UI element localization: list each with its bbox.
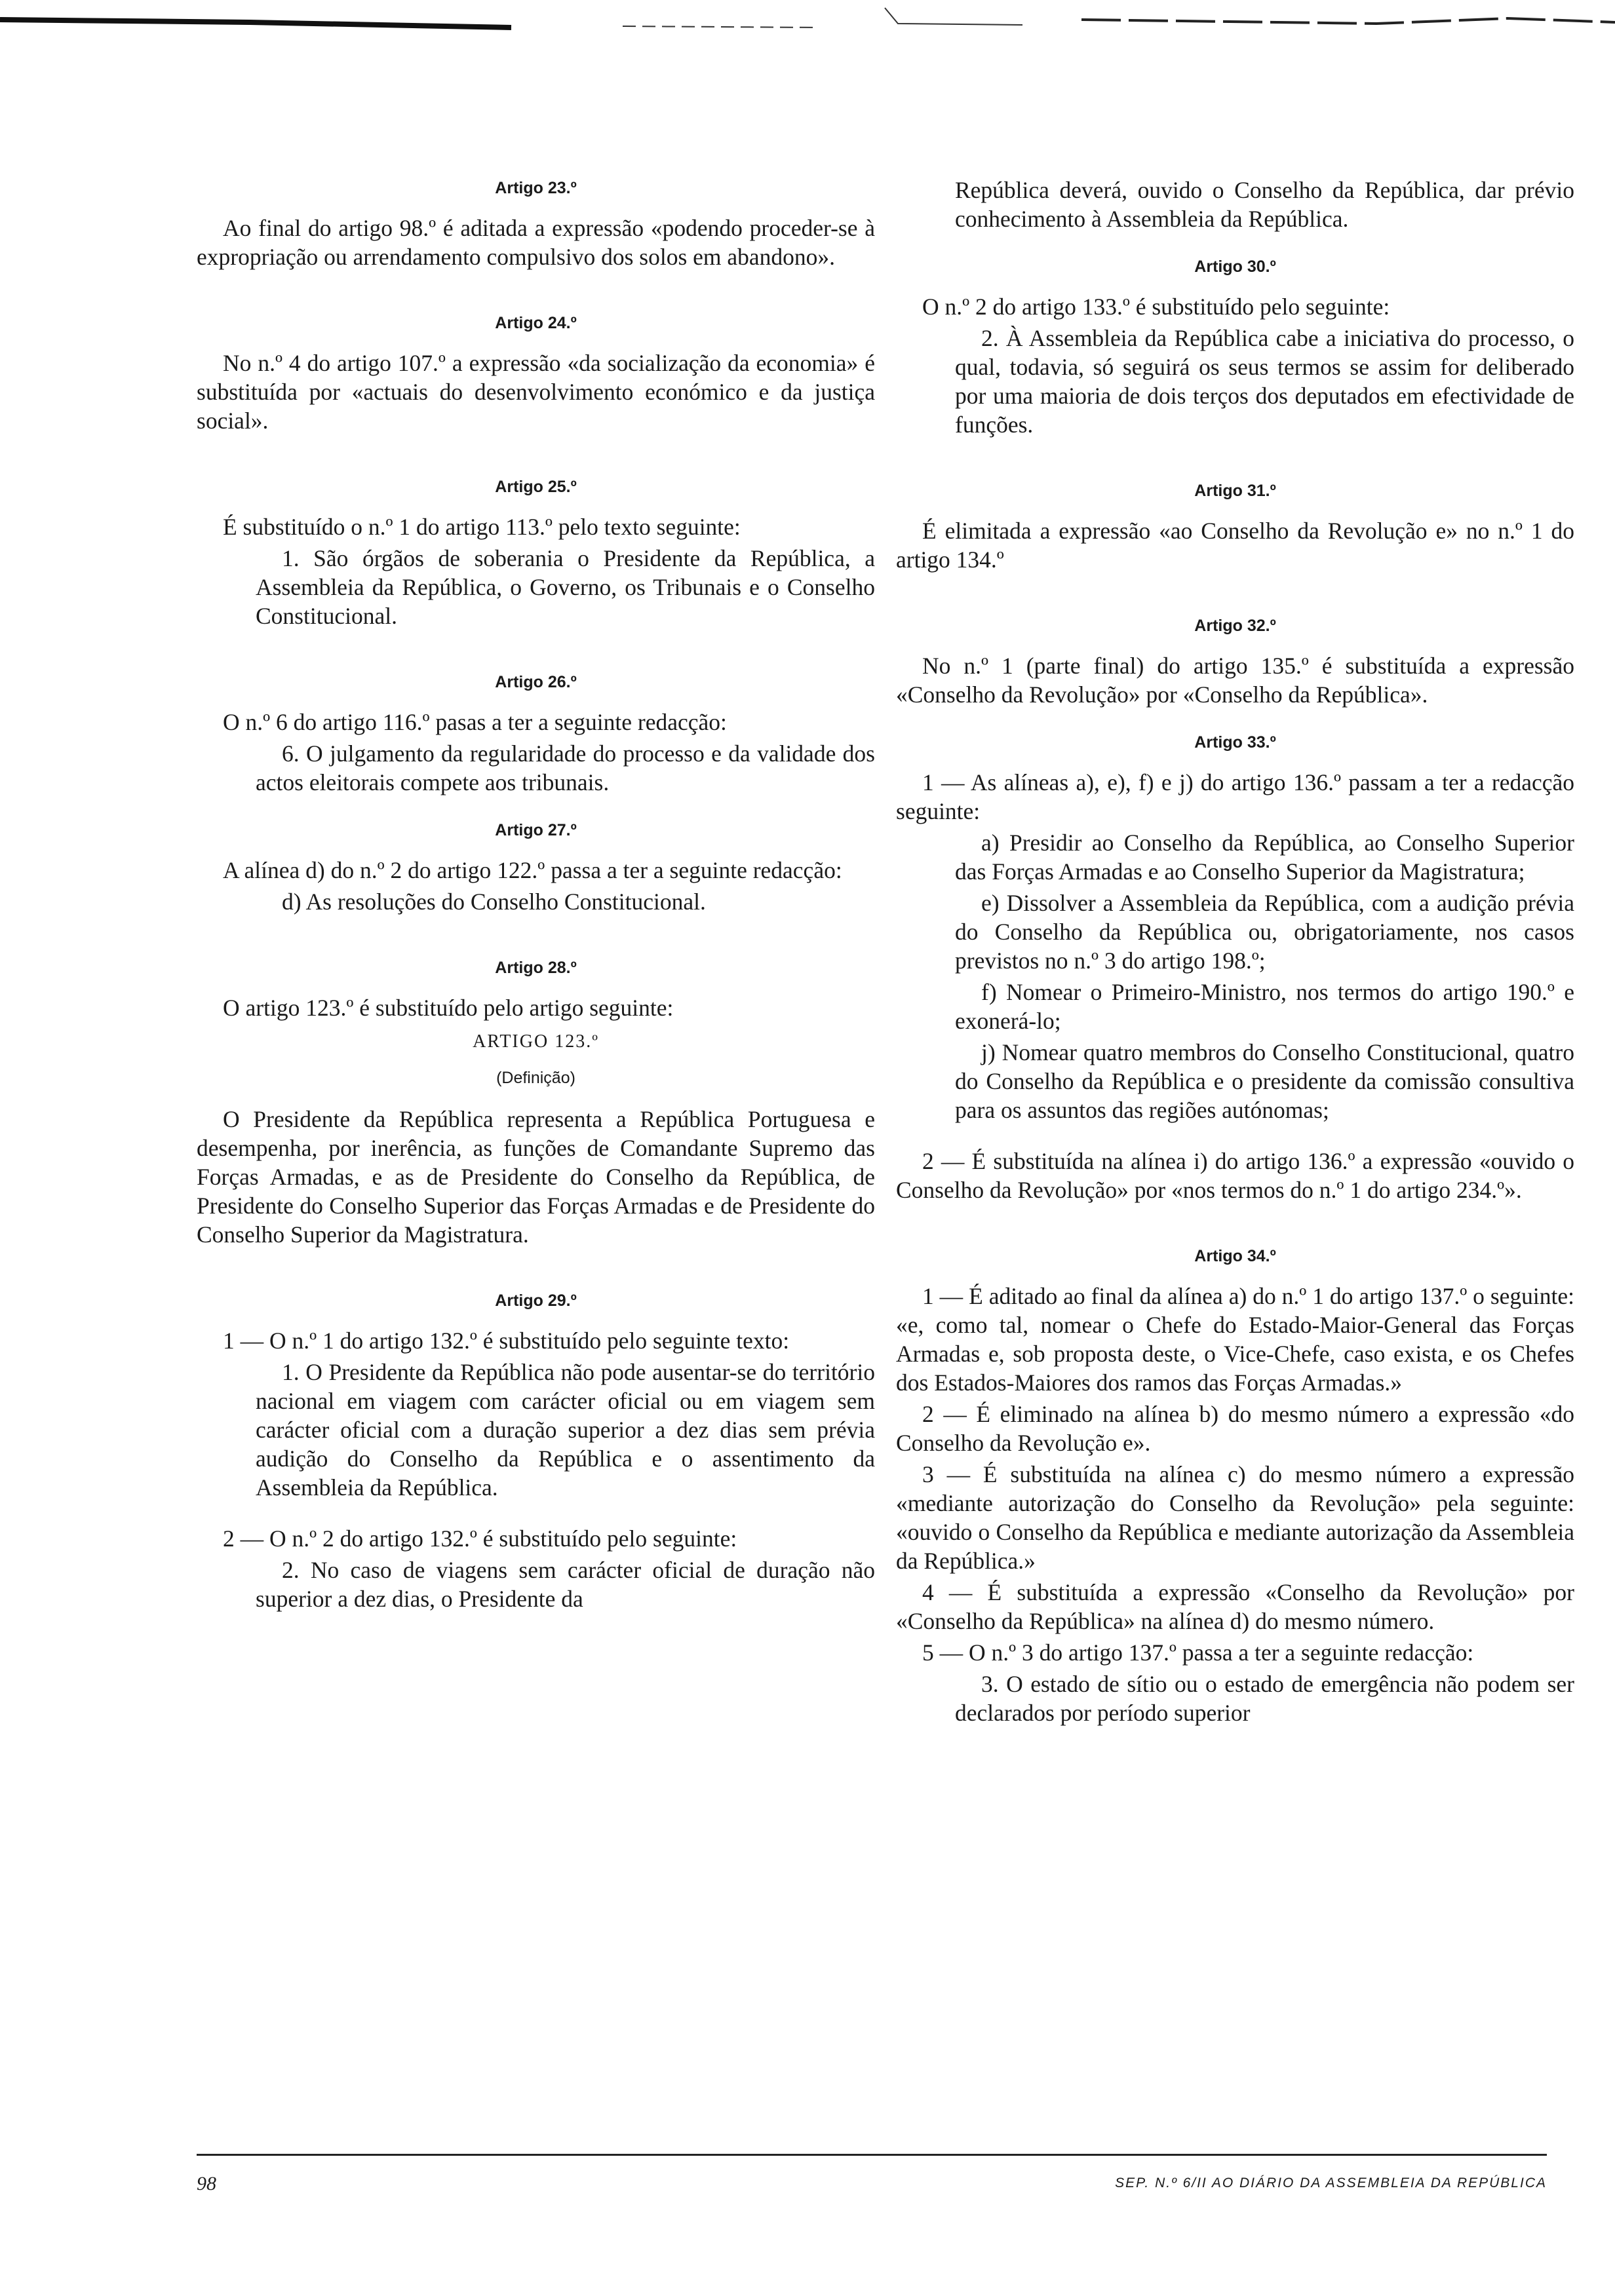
quoted-text: 1. São órgãos de soberania o Presidente da República, a Assembleia da República, o Governo, os Tribunais e o Conselho Constitucional. [256,545,875,629]
paragraph: 2 — É substituída na alínea i) do artigo 136.º a expressão «ouvido o Conselho da Revolução» por «nos termos do n.º 1 do artigo 234.º». [896,1148,1574,1203]
paragraph: É substituído o n.º 1 do artigo 113.º pelo texto seguinte: [223,514,741,540]
scan-edge-marks [0,0,1615,39]
paragraph: A alínea d) do n.º 2 do artigo 122.º passa a ter a seguinte redacção: [223,857,842,883]
quoted-text: a) Presidir ao Conselho da República, ao Conselho Superior das Forças Armadas e ao Conselho Superior da Magistratura; [955,830,1574,885]
running-head: SEP. N.º 6/II AO DIÁRIO DA ASSEMBLEIA DA REPÚBLICA [1115,2175,1547,2191]
article-heading: Artigo 33.º [1194,733,1276,752]
quoted-text: e) Dissolver a Assembleia da República, com a audição prévia do Conselho da República ou, obrigatoriamente, nos casos previstos no n.º 3 do artigo 198.º; [955,890,1574,974]
quoted-text: 1. O Presidente da República não pode ausentar-se do território nacional em viagem com carácter oficial ou em viagem sem carácter oficial com a duração superior a dez dias sem prévia audição do Conselho da República e o assentimento da Assembleia da República. [256,1359,875,1501]
right-column [896,176,1574,1730]
quoted-text: República deverá, ouvido o Conselho da República, dar prévio conhecimento à Assembleia da República. [955,177,1574,232]
paragraph: O n.º 2 do artigo 133.º é substituído pelo seguinte: [922,294,1390,320]
article-heading: Artigo 27.º [495,821,577,839]
article-123-subtitle: (Definição) [496,1069,575,1087]
paragraph: 3 — É substituída na alínea c) do mesmo número a expressão «mediante autorização do Conselho da Revolução» pela seguinte: «ouvido o Conselho da República e mediante autorização da Assembleia da República.» [896,1461,1574,1574]
footer-rule [197,2154,1547,2156]
paragraph: 4 — É substituída a expressão «Conselho da Revolução» por «Conselho da República» na alínea d) do mesmo número. [896,1579,1574,1634]
paragraph: 1 — É aditado ao final da alínea a) do n.º 1 do artigo 137.º o seguinte: «e, como tal, nomear o Chefe do Estado-Maior-General das Forças Armadas e, sob proposta deste, o Vice-Chefe, caso exista, e os Chefes dos Estados-Maiores dos ramos das Forças Armadas.» [896,1283,1574,1396]
paragraph: É elimitada a expressão «ao Conselho da Revolução e» no n.º 1 do artigo 134.º [896,518,1574,573]
article-123-heading: ARTIGO 123.º [473,1031,599,1052]
article-heading: Artigo 31.º [1194,482,1276,500]
article-heading: Artigo 34.º [1194,1247,1276,1265]
paragraph: No n.º 4 do artigo 107.º a expressão «da socialização da economia» é substituída por «actuais do desenvolvimento económico e da justiça social». [197,350,875,434]
paragraph: O artigo 123.º é substituído pelo artigo seguinte: [223,995,674,1021]
left-column [197,177,875,1616]
article-heading: Artigo 23.º [495,179,577,197]
quoted-text: 2. No caso de viagens sem carácter oficial de duração não superior a dez dias, o Presidente da [256,1557,875,1612]
article-heading: Artigo 30.º [1194,258,1276,276]
paragraph: 2 — É eliminado na alínea b) do mesmo número a expressão «do Conselho da Revolução e». [896,1401,1574,1456]
quoted-text: 2. À Assembleia da República cabe a iniciativa do processo, o qual, todavia, só seguirá os seus termos se assim for deliberado por uma maioria de dois terços dos deputados em efectividade de funções. [955,325,1574,438]
paragraph: 2 — O n.º 2 do artigo 132.º é substituído pelo seguinte: [223,1525,737,1552]
page-number: 98 [197,2173,216,2194]
quoted-text: 6. O julgamento da regularidade do processo e da validade dos actos eleitorais compete aos tribunais. [256,740,875,795]
article-heading: Artigo 32.º [1194,617,1276,635]
quoted-text: j) Nomear quatro membros do Conselho Constitucional, quatro do Conselho da República e o presidente da comissão consultiva para os assuntos das regiões autónomas; [955,1039,1574,1123]
paragraph: O Presidente da República representa a República Portuguesa e desempenha, por inerência, as funções de Comandante Supremo das Forças Armadas, e as de Presidente do Conselho da República, de Presidente do Conselho Superior das Forças Armadas e de Presidente do Conselho Superior da Magistratura. [197,1106,875,1248]
paragraph: 5 — O n.º 3 do artigo 137.º passa a ter a seguinte redacção: [922,1639,1474,1666]
quoted-text: f) Nomear o Primeiro-Ministro, nos termos do artigo 190.º e exonerá-lo; [955,979,1574,1034]
quoted-text: d) As resoluções do Conselho Constitucional. [282,889,706,915]
article-heading: Artigo 29.º [495,1292,577,1310]
paragraph: 1 — O n.º 1 do artigo 132.º é substituído pelo seguinte texto: [223,1328,790,1354]
paragraph: O n.º 6 do artigo 116.º pasas a ter a seguinte redacção: [223,709,727,735]
paragraph: 1 — As alíneas a), e), f) e j) do artigo 136.º passam a ter a redacção seguinte: [896,769,1574,824]
article-heading: Artigo 28.º [495,959,577,977]
article-heading: Artigo 25.º [495,478,577,496]
quoted-text: 3. O estado de sítio ou o estado de emergência não podem ser declarados por período superior [955,1671,1574,1726]
article-heading: Artigo 26.º [495,673,577,691]
paragraph: No n.º 1 (parte final) do artigo 135.º é substituída a expressão «Conselho da Revolução» por «Conselho da República». [896,653,1574,708]
paragraph: Ao final do artigo 98.º é aditada a expressão «podendo proceder-se à expropriação ou arrendamento compulsivo dos solos em abandono». [197,215,875,270]
article-heading: Artigo 24.º [495,314,577,332]
